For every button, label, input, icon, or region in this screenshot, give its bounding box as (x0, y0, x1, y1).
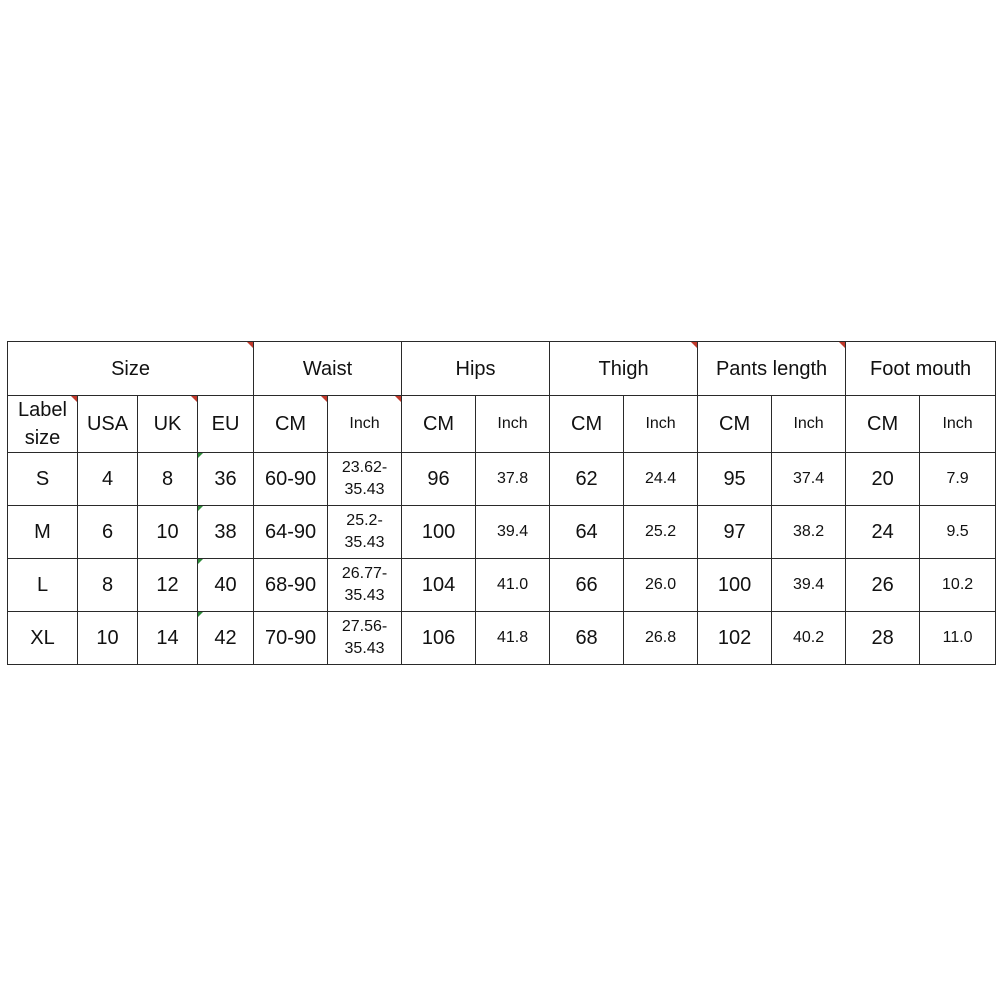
cell-uk: 8 (138, 453, 198, 506)
cell-thigh-inch: 26.0 (624, 559, 698, 612)
cell-pants-cm: 97 (698, 506, 772, 559)
header-waist-cm: CM (254, 396, 328, 453)
cell-hips-inch: 39.4 (476, 506, 550, 559)
cell-thigh-cm: 62 (550, 453, 624, 506)
cell-eu: 42 (198, 612, 254, 665)
cell-waist-inch-line1: 27.56- (341, 618, 388, 635)
cell-waist-inch-line2: 35.43 (344, 534, 385, 551)
cell-waist-cm: 70-90 (254, 612, 328, 665)
header-eu: EU (198, 396, 254, 453)
cell-foot-cm: 26 (846, 559, 920, 612)
header-pants-cm: CM (698, 396, 772, 453)
cell-hips-cm: 100 (402, 506, 476, 559)
cell-thigh-cm: 64 (550, 506, 624, 559)
cell-foot-inch: 11.0 (920, 612, 996, 665)
cell-eu: 38 (198, 506, 254, 559)
cell-label: XL (8, 612, 78, 665)
cell-waist-inch (328, 559, 402, 612)
cell-waist-inch (328, 612, 402, 665)
cell-thigh-inch: 24.4 (624, 453, 698, 506)
cell-usa: 10 (78, 612, 138, 665)
cell-uk: 12 (138, 559, 198, 612)
header-pants-inch: Inch (772, 396, 846, 453)
cell-pants-cm: 100 (698, 559, 772, 612)
cell-hips-cm: 96 (402, 453, 476, 506)
cell-foot-cm: 24 (846, 506, 920, 559)
cell-foot-inch: 10.2 (920, 559, 996, 612)
cell-waist-inch-line1: 25.2- (346, 512, 383, 529)
cell-usa: 6 (78, 506, 138, 559)
cell-uk: 14 (138, 612, 198, 665)
cell-pants-inch: 38.2 (772, 506, 846, 559)
header-thigh-inch: Inch (624, 396, 698, 453)
cell-label: S (8, 453, 78, 506)
group-foot-mouth: Foot mouth (846, 342, 996, 396)
cell-hips-inch: 41.0 (476, 559, 550, 612)
size-chart-table (7, 341, 996, 665)
cell-waist-cm: 64-90 (254, 506, 328, 559)
cell-waist-cm: 68-90 (254, 559, 328, 612)
header-usa: USA (78, 396, 138, 453)
cell-eu: 40 (198, 559, 254, 612)
group-size: Size (8, 342, 254, 396)
cell-uk: 10 (138, 506, 198, 559)
cell-foot-inch: 9.5 (920, 506, 996, 559)
group-pants-length: Pants length (698, 342, 846, 396)
cell-hips-cm: 106 (402, 612, 476, 665)
table-row (8, 612, 996, 665)
cell-thigh-cm: 68 (550, 612, 624, 665)
header-foot-cm: CM (846, 396, 920, 453)
cell-label: L (8, 559, 78, 612)
cell-foot-inch: 7.9 (920, 453, 996, 506)
group-waist: Waist (254, 342, 402, 396)
cell-pants-inch: 39.4 (772, 559, 846, 612)
cell-usa: 8 (78, 559, 138, 612)
header-label-line2: size (24, 427, 61, 449)
header-waist-inch: Inch (328, 396, 402, 453)
cell-pants-cm: 102 (698, 612, 772, 665)
cell-waist-inch-line2: 35.43 (344, 640, 385, 657)
header-thigh-cm: CM (550, 396, 624, 453)
cell-waist-inch (328, 506, 402, 559)
cell-waist-inch (328, 453, 402, 506)
cell-pants-inch: 40.2 (772, 612, 846, 665)
table-row (8, 506, 996, 559)
header-foot-inch: Inch (920, 396, 996, 453)
cell-waist-cm: 60-90 (254, 453, 328, 506)
cell-hips-cm: 104 (402, 559, 476, 612)
cell-pants-inch: 37.4 (772, 453, 846, 506)
cell-thigh-inch: 26.8 (624, 612, 698, 665)
cell-label: M (8, 506, 78, 559)
header-uk: UK (138, 396, 198, 453)
table-row (8, 453, 996, 506)
group-thigh: Thigh (550, 342, 698, 396)
header-hips-cm: CM (402, 396, 476, 453)
cell-hips-inch: 37.8 (476, 453, 550, 506)
header-label-line1: Label (18, 399, 67, 421)
sub-header-row (8, 396, 996, 453)
cell-hips-inch: 41.8 (476, 612, 550, 665)
cell-foot-cm: 20 (846, 453, 920, 506)
cell-usa: 4 (78, 453, 138, 506)
cell-waist-inch-line2: 35.43 (344, 587, 385, 604)
header-hips-inch: Inch (476, 396, 550, 453)
cell-foot-cm: 28 (846, 612, 920, 665)
cell-thigh-cm: 66 (550, 559, 624, 612)
group-hips: Hips (402, 342, 550, 396)
cell-waist-inch-line2: 35.43 (344, 481, 385, 498)
cell-thigh-inch: 25.2 (624, 506, 698, 559)
cell-waist-inch-line1: 26.77- (341, 565, 388, 582)
table-row (8, 559, 996, 612)
cell-waist-inch-line1: 23.62- (341, 459, 388, 476)
group-header-row (8, 342, 996, 396)
header-label-size (8, 396, 78, 453)
cell-pants-cm: 95 (698, 453, 772, 506)
cell-eu: 36 (198, 453, 254, 506)
